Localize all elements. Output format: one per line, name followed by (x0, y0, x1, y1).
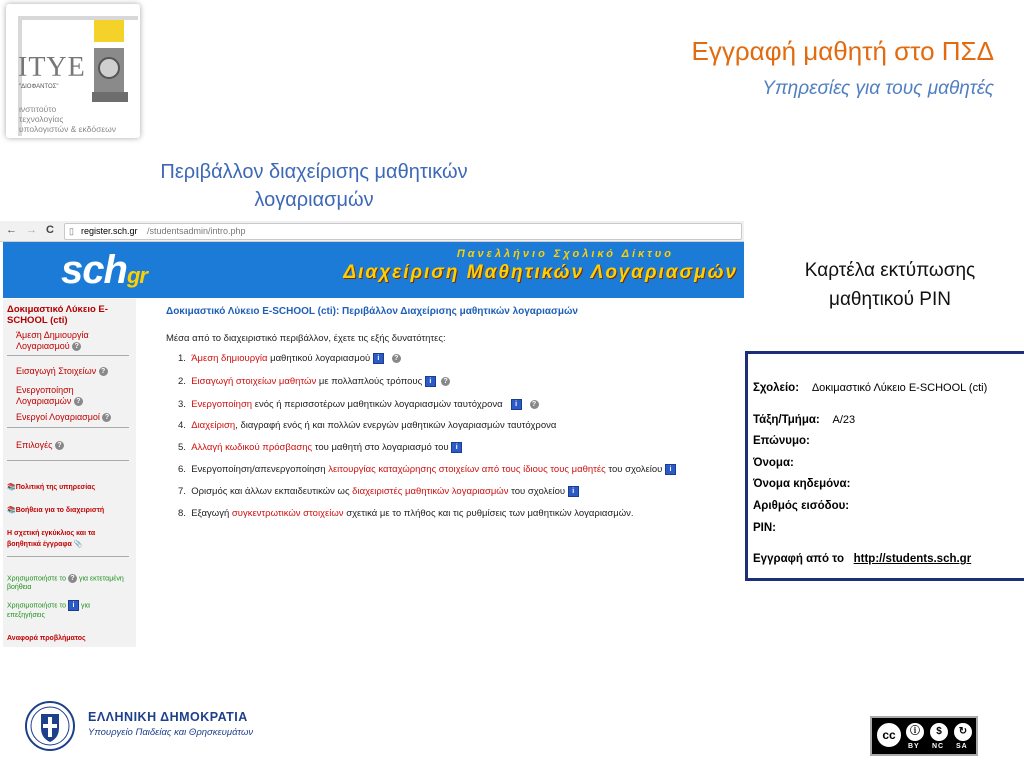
sidebar-link-circular[interactable] (7, 528, 129, 550)
browser-window (0, 221, 744, 647)
card-label: Επώνυμο: (753, 435, 810, 447)
list-num: 8. (178, 508, 186, 519)
sidebar-link-label: Η σχετική εγκύκλιος και τα βοηθητικά έγγραφα (7, 530, 96, 548)
card-label: Όνομα: (753, 457, 794, 469)
card-row-class (753, 414, 855, 426)
sidebar-divider (7, 556, 129, 557)
creative-commons-badge (870, 716, 978, 756)
info-icon: i (68, 600, 79, 611)
card-label: Όνομα κηδεμόνα: (753, 478, 851, 490)
list-num: 5. (178, 442, 186, 454)
ministry-name: Υπουργείο Παιδείας και Θρησκευμάτων (88, 727, 254, 738)
sidebar-hint-help (7, 574, 125, 592)
card-label: Σχολείο: (753, 382, 800, 394)
list-num: 1. (178, 353, 186, 365)
hint-text: για εκτεταμένη βοήθεια (7, 575, 124, 592)
list-text: σχετικά με το πλήθος και τις ρυθμίσεις των μαθητικών λογαριασμών. (343, 508, 634, 519)
sidebar-link-label: Βοήθεια για το διαχειριστή (15, 507, 105, 514)
sidebar-item-import[interactable] (16, 366, 108, 377)
card-row-name (753, 457, 794, 469)
sidebar-item-label: Επιλογές (16, 440, 53, 450)
pin-print-card (745, 351, 1024, 581)
hint-text: Χρησιμοποιήστε το (7, 602, 67, 610)
left-caption: Περιβάλλον διαχείρισης μαθητικών λογαριασμών (160, 161, 468, 211)
list-link[interactable]: λειτουργίας καταχώρησης στοιχείων από τους ίδιους τους μαθητές (328, 464, 606, 476)
info-icon[interactable]: i (511, 399, 522, 410)
list-link[interactable]: Άμεση δημιουργία (191, 353, 268, 365)
book-icon: 📚 (7, 507, 16, 514)
banner-network-title: Πανελλήνιο Σχολικό Δίκτυο (456, 248, 674, 260)
card-row-surname (753, 435, 810, 447)
list-link[interactable]: Αλλαγή κωδικού πρόσβασης (191, 442, 313, 454)
cc-sa-label: SA (956, 743, 968, 750)
list-item (178, 420, 556, 431)
address-bar (0, 221, 744, 242)
info-icon[interactable]: i (451, 442, 462, 453)
help-icon[interactable]: ? (99, 367, 108, 376)
list-text: με πολλαπλούς τρόπους (316, 376, 423, 388)
help-icon[interactable]: ? (102, 413, 111, 422)
sidebar-link-policy[interactable] (7, 482, 95, 493)
list-item (178, 376, 450, 387)
list-text: ενός ή περισσοτέρων μαθητικών λογαριασμών ταυτόχρονα (252, 399, 503, 411)
sidebar-item-label: Ενεργοποίηση Λογαριασμών (16, 385, 74, 406)
banner-app-title: Διαχείριση Μαθητικών Λογαριασμών (343, 262, 738, 283)
info-icon[interactable]: i (425, 376, 436, 387)
card-label: Εγγραφή από το (753, 553, 845, 565)
list-link[interactable]: συγκεντρωτικών στοιχείων (231, 508, 344, 519)
help-icon: ? (68, 574, 77, 583)
logo-yellow-block (94, 20, 124, 42)
list-text: του σχολείου (605, 464, 663, 476)
attachment-icon: 📎 (73, 541, 83, 548)
card-row-guardian (753, 478, 850, 490)
list-link[interactable]: διαχειριστές μαθητικών λογαριασμών (352, 486, 509, 498)
info-icon[interactable]: i (373, 353, 384, 364)
sidebar-item-options[interactable] (16, 440, 64, 451)
logo-acronym: ΙΤΥΕ (18, 52, 86, 83)
content-heading: Δοκιμαστικό Λύκειο E-SCHOOL (cti): Περιβάλλον Διαχείρισης μαθητικών λογαριασμών (166, 306, 578, 317)
sch-logo[interactable] (61, 248, 147, 293)
card-label: Τάξη/Τμήμα: (753, 414, 820, 426)
reload-icon[interactable]: C (46, 224, 54, 236)
card-row-pin (753, 522, 776, 534)
list-item (178, 442, 462, 453)
cc-sa-icon: ↻ (952, 721, 974, 743)
logo-line2: τεχνολογίας (19, 114, 64, 124)
page-icon: ▯ (69, 226, 74, 236)
help-icon[interactable]: ? (74, 397, 83, 406)
list-item (178, 464, 676, 475)
card-label: Αριθμός εισόδου: (753, 500, 850, 512)
help-icon[interactable]: ? (392, 354, 401, 363)
sidebar-item-active-accounts[interactable] (16, 412, 111, 423)
sidebar-item-activate[interactable] (16, 385, 126, 407)
list-link[interactable]: Ενεργοποίηση (191, 399, 253, 411)
card-value: A/23 (832, 414, 856, 426)
list-item (178, 486, 579, 497)
list-num: 7. (178, 486, 186, 498)
list-text: Ορισμός και άλλων εκπαιδευτικών ως (191, 486, 353, 498)
logo-name: "ΔΙΟΦΑΝΤΟΣ" (19, 84, 59, 90)
site-banner (3, 242, 744, 298)
list-item (178, 508, 634, 519)
url-host: register.sch.gr (81, 226, 138, 236)
sch-logo-suffix: gr (126, 263, 147, 288)
list-text: Ενεργοποίηση/απενεργοποίηση (191, 464, 329, 476)
sidebar-link-admin-help[interactable] (7, 505, 104, 516)
content-intro: Μέσα από το διαχειριστικό περιβάλλον, έχετε τις εξής δυνατότητες: (166, 333, 446, 344)
sidebar-item-label: Άμεση Δημιουργία Λογαριασμού (16, 330, 89, 351)
info-icon[interactable]: i (665, 464, 676, 475)
help-icon[interactable]: ? (441, 377, 450, 386)
sidebar-hint-info (7, 600, 125, 620)
cc-nc-icon: $ (928, 721, 950, 743)
sidebar-divider (7, 460, 129, 461)
list-text: , διαγραφή ενός ή και πολλών ενεργών μαθητικών λογαριασμών ταυτόχρονα (235, 420, 557, 431)
sch-logo-text: sch (61, 248, 127, 292)
right-caption: Καρτέλα εκτύπωσης μαθητικού PIN (804, 260, 976, 310)
logo-machine-icon (90, 42, 132, 106)
cc-nc-label: NC (932, 743, 945, 750)
slide-subtitle: Υπηρεσίες για τους μαθητές (762, 78, 994, 99)
list-item (178, 399, 539, 410)
cc-icon: cc (875, 721, 903, 749)
itye-logo (6, 4, 140, 138)
sidebar-divider (7, 427, 129, 428)
logo-subtitle (19, 104, 116, 134)
list-num: 3. (178, 399, 186, 411)
list-link[interactable]: Διαχείριση (191, 420, 236, 431)
logo-line1: ινστιτούτο (19, 104, 57, 114)
list-text: του μαθητή στο λογαριασμό του (312, 442, 449, 454)
card-label: PIN: (753, 522, 776, 534)
card-row-register (753, 553, 971, 565)
url-path: /studentsadmin/intro.php (147, 226, 246, 236)
list-num: 2. (178, 376, 186, 388)
forward-icon[interactable]: → (26, 224, 37, 236)
hint-text: για επεξηγήσεις (7, 602, 91, 619)
sidebar-item-label: Ενεργοί Λογαριασμοί (16, 412, 100, 422)
help-icon[interactable]: ? (530, 400, 539, 409)
help-icon[interactable]: ? (55, 441, 64, 450)
list-num: 4. (178, 420, 186, 431)
cc-by-icon: ⓘ (904, 721, 926, 743)
slide-title: Εγγραφή μαθητή στο ΠΣΔ (691, 36, 994, 66)
sidebar-school-name: Δοκιμαστικό Λύκειο E-SCHOOL (cti) (7, 304, 108, 326)
sidebar-item-label: Εισαγωγή Στοιχείων (16, 366, 97, 376)
sidebar-link-label: Πολιτική της υπηρεσίας (15, 484, 96, 491)
list-num: 6. (178, 464, 186, 476)
list-item (178, 353, 401, 364)
sidebar-link-report[interactable]: Αναφορά προβλήματος (7, 635, 86, 642)
card-value: Δοκιμαστικό Λύκειο E-SCHOOL (cti) (811, 382, 988, 394)
list-link[interactable]: Εισαγωγή στοιχείων μαθητών (191, 376, 317, 388)
sidebar (3, 299, 136, 647)
card-row-school (753, 382, 987, 394)
sidebar-item-direct-create[interactable] (16, 330, 126, 352)
list-text: μαθητικού λογαριασμού (267, 353, 371, 365)
list-text: του σχολείου (508, 486, 566, 498)
card-row-login (753, 500, 849, 512)
url-input[interactable] (64, 223, 742, 240)
back-icon[interactable]: ← (6, 224, 17, 236)
list-text: Εξαγωγή (191, 508, 232, 519)
help-icon[interactable]: ? (72, 342, 81, 351)
hint-text: Χρησιμοποιήστε το (7, 575, 67, 583)
book-icon: 📚 (7, 484, 16, 491)
cc-by-label: BY (908, 743, 920, 750)
students-link[interactable]: http://students.sch.gr (853, 553, 972, 565)
sidebar-divider (7, 355, 129, 356)
greek-republic-emblem-icon (24, 700, 76, 752)
info-icon[interactable]: i (568, 486, 579, 497)
greek-republic-title: ΕΛΛΗΝΙΚΗ ΔΗΜΟΚΡΑΤΙΑ (88, 710, 248, 724)
logo-line3: υπολογιστών & εκδόσεων (19, 124, 117, 134)
